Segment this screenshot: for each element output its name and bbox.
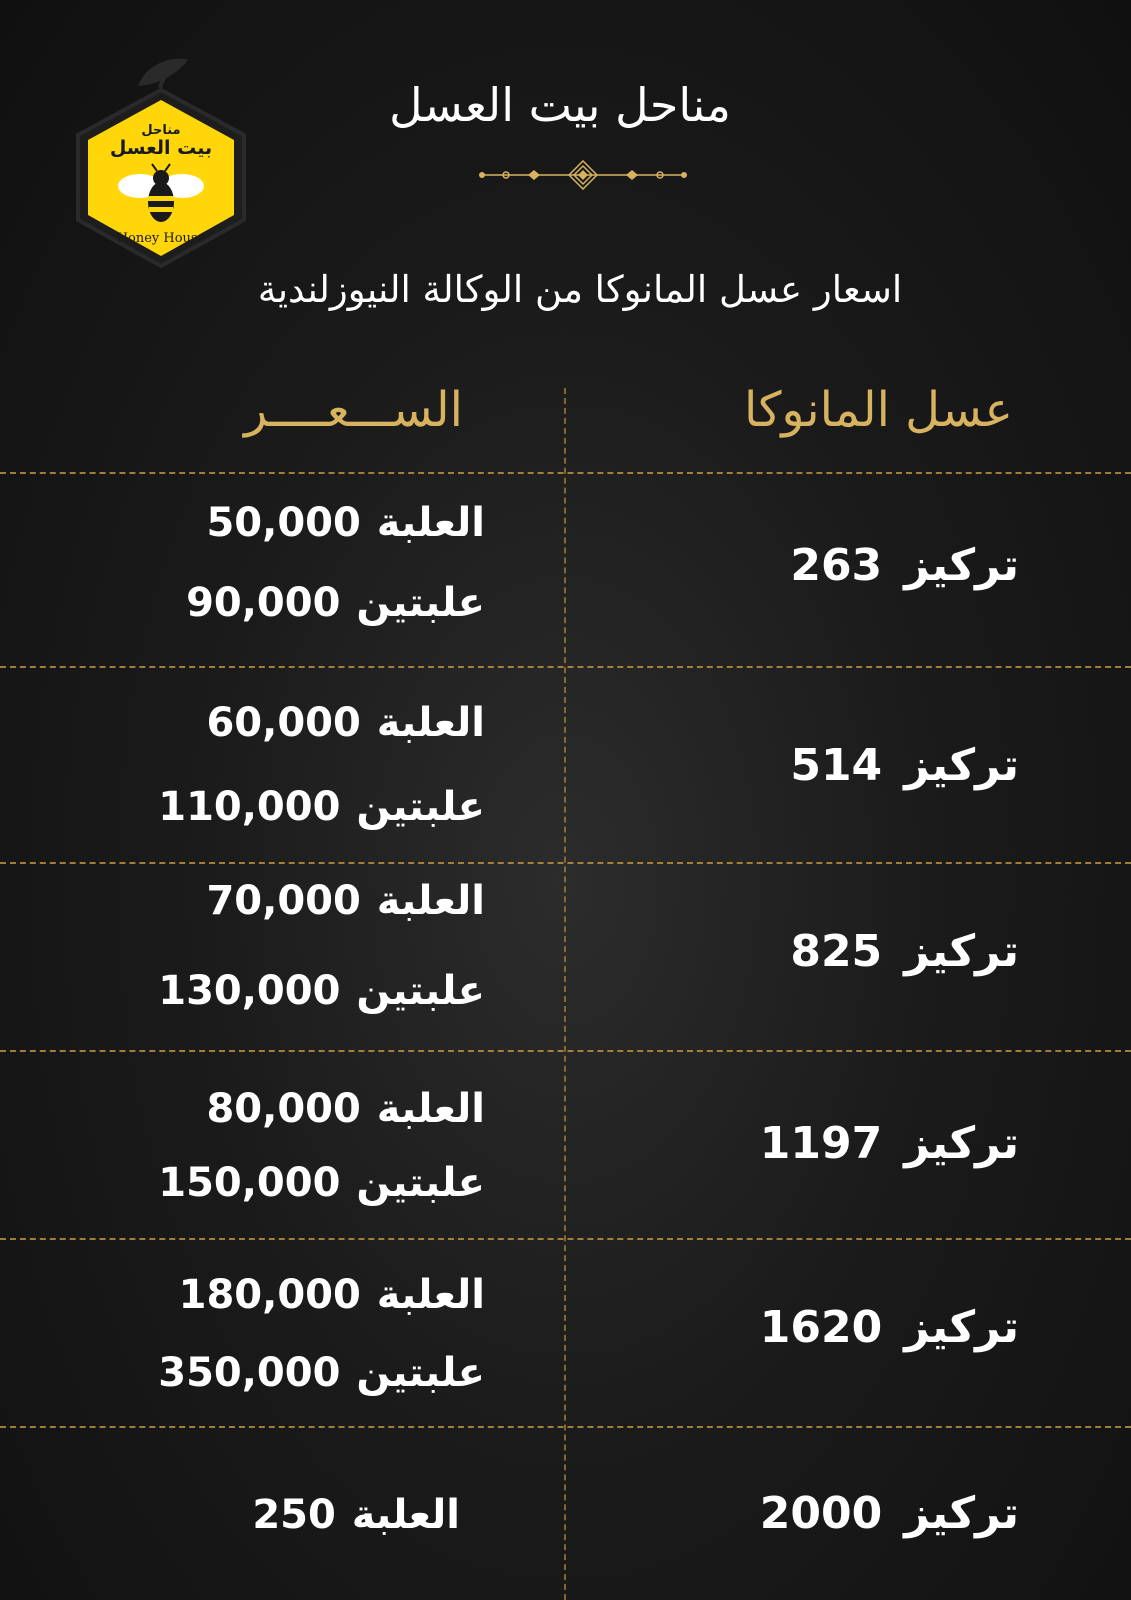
single-price bbox=[140, 500, 485, 546]
concentration-cell bbox=[760, 1488, 1019, 1539]
concentration-label: تركيز bbox=[904, 926, 1019, 977]
double-price-value: 90,000 bbox=[186, 580, 341, 626]
single-price bbox=[140, 1086, 485, 1132]
row-divider bbox=[0, 862, 1131, 864]
single-price bbox=[140, 878, 485, 924]
double-label: علبتين bbox=[356, 968, 485, 1014]
single-label: العلبة bbox=[376, 700, 485, 746]
concentration-value: 825 bbox=[790, 926, 883, 977]
double-price bbox=[140, 1350, 485, 1396]
single-price-value: 250 bbox=[252, 1492, 336, 1538]
logo-arabic-title: بيت العسل bbox=[109, 137, 213, 159]
single-price-value: 60,000 bbox=[206, 700, 361, 746]
concentration-label: تركيز bbox=[904, 540, 1019, 591]
column-divider bbox=[564, 388, 566, 1600]
double-price-value: 350,000 bbox=[158, 1350, 341, 1396]
row-divider bbox=[0, 1238, 1131, 1240]
single-price bbox=[140, 1272, 485, 1318]
single-label: العلبة bbox=[376, 1086, 485, 1132]
logo-arabic-small: مناحل bbox=[141, 123, 181, 138]
double-label: علبتين bbox=[356, 580, 485, 626]
double-label: علبتين bbox=[356, 1160, 485, 1206]
single-label: العلبة bbox=[351, 1492, 460, 1538]
single-price-value: 70,000 bbox=[206, 878, 361, 924]
single-price-value: 180,000 bbox=[178, 1272, 361, 1318]
page-subtitle: اسعار عسل المانوكا من الوكالة النيوزلندية bbox=[257, 268, 903, 311]
concentration-label: تركيز bbox=[904, 1302, 1019, 1353]
double-price bbox=[140, 1160, 485, 1206]
double-price-value: 110,000 bbox=[158, 784, 341, 830]
concentration-cell bbox=[760, 1302, 1019, 1353]
concentration-label: تركيز bbox=[904, 1488, 1019, 1539]
concentration-value: 2000 bbox=[759, 1488, 883, 1539]
ornament-divider bbox=[478, 160, 688, 190]
single-price-value: 50,000 bbox=[206, 500, 361, 546]
single-price bbox=[160, 1492, 460, 1538]
double-price bbox=[140, 580, 485, 626]
concentration-cell bbox=[790, 540, 1019, 591]
price-column-header: الســـعــــر bbox=[244, 382, 463, 438]
double-price-value: 130,000 bbox=[158, 968, 341, 1014]
row-divider bbox=[0, 666, 1131, 668]
concentration-label: تركيز bbox=[904, 1118, 1019, 1169]
concentration-label: تركيز bbox=[904, 740, 1019, 791]
row-divider bbox=[0, 1050, 1131, 1052]
single-label: العلبة bbox=[376, 878, 485, 924]
shop-title: مناحل بيت العسل bbox=[389, 78, 731, 132]
row-divider bbox=[0, 472, 1131, 474]
product-column-header: عسل المانوكا bbox=[743, 382, 1013, 438]
single-price-value: 80,000 bbox=[206, 1086, 361, 1132]
concentration-value: 263 bbox=[790, 540, 883, 591]
row-divider bbox=[0, 1426, 1131, 1428]
single-label: العلبة bbox=[376, 500, 485, 546]
double-label: علبتين bbox=[356, 784, 485, 830]
honey-house-logo bbox=[68, 50, 254, 276]
double-price bbox=[140, 784, 485, 830]
double-label: علبتين bbox=[356, 1350, 485, 1396]
concentration-value: 514 bbox=[790, 740, 883, 791]
concentration-cell bbox=[760, 1118, 1019, 1169]
double-price bbox=[140, 968, 485, 1014]
single-label: العلبة bbox=[376, 1272, 485, 1318]
single-price bbox=[140, 700, 485, 746]
concentration-value: 1620 bbox=[759, 1302, 883, 1353]
logo-english-text: Honey House bbox=[116, 231, 206, 246]
concentration-cell bbox=[790, 926, 1019, 977]
concentration-value: 1197 bbox=[759, 1118, 883, 1169]
concentration-cell bbox=[790, 740, 1019, 791]
double-price-value: 150,000 bbox=[158, 1160, 341, 1206]
